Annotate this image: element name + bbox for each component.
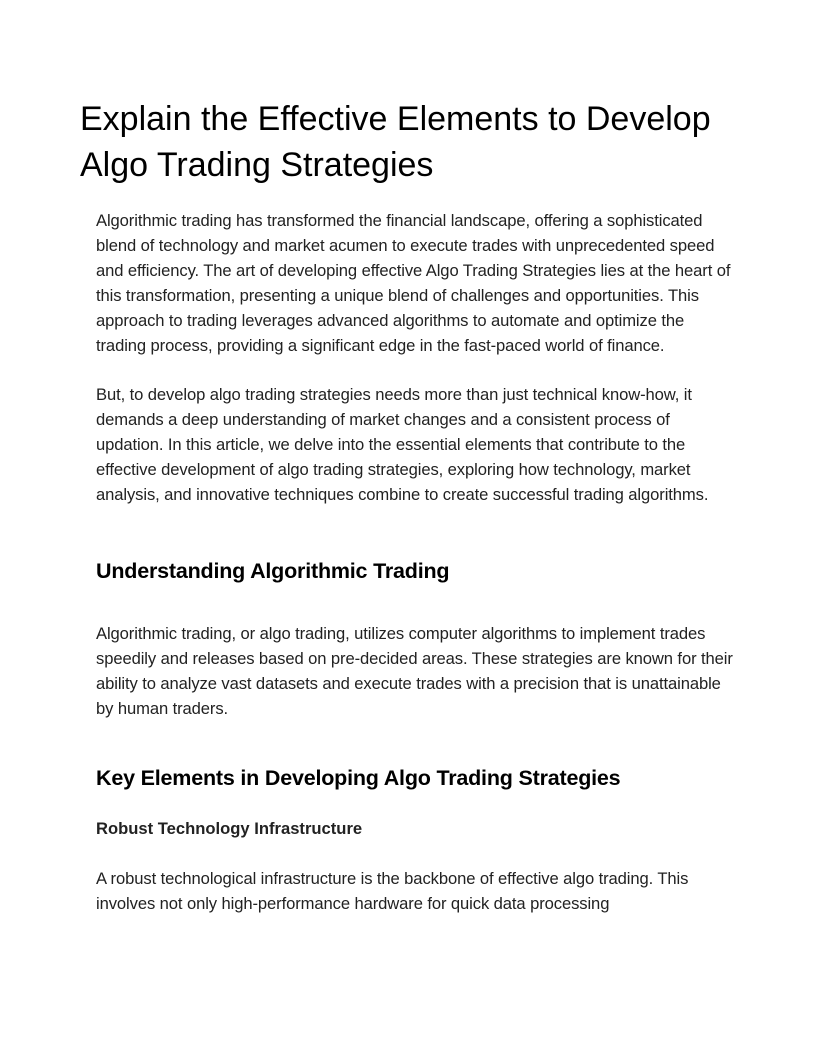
section-heading-understanding: Understanding Algorithmic Trading xyxy=(96,558,450,583)
document-title: Explain the Effective Elements to Develop Algo Trading Strategies xyxy=(80,100,711,184)
intro-paragraph-1: Algorithmic trading has transformed the financial landscape, offering a sophisticated blend of technology and market acumen to execute trades with unprecedented speed and efficiency. The art of developing effective Algo Trading Strategies lies at the heart of this transformation, presenting a unique blend of challenges and opportunities. This approach to trading leverages advanced algorithms to automate and optimize the trading process, providing a significant edge in the fast-paced world of finance. xyxy=(96,211,731,355)
subheading-robust-technology: Robust Technology Infrastructure xyxy=(96,819,363,839)
document-body xyxy=(96,209,736,917)
section-paragraph-robust-technology: A robust technological infrastructure is the backbone of effective algo trading. This involves not only high-performance hardware for quick data processing xyxy=(96,869,689,914)
section-paragraph-understanding: Algorithmic trading, or algo trading, utilizes computer algorithms to implement trades speedily and releases based on pre-decided areas. These strategies are known for their ability to analyze vast datasets and execute trades with a precision that is unattainable by human traders. xyxy=(96,623,733,718)
intro-paragraph-2: But, to develop algo trading strategies needs more than just technical know-how, it demands a deep understanding of market changes and a consistent process of updation. In this article, we delve into the essential elements that contribute to the effective development of algo trading strategies, exploring how technology, market analysis, and innovative techniques combine to create successful trading algorithms. xyxy=(96,385,709,504)
section-heading-key-elements: Key Elements in Developing Algo Trading Strategies xyxy=(96,766,621,791)
